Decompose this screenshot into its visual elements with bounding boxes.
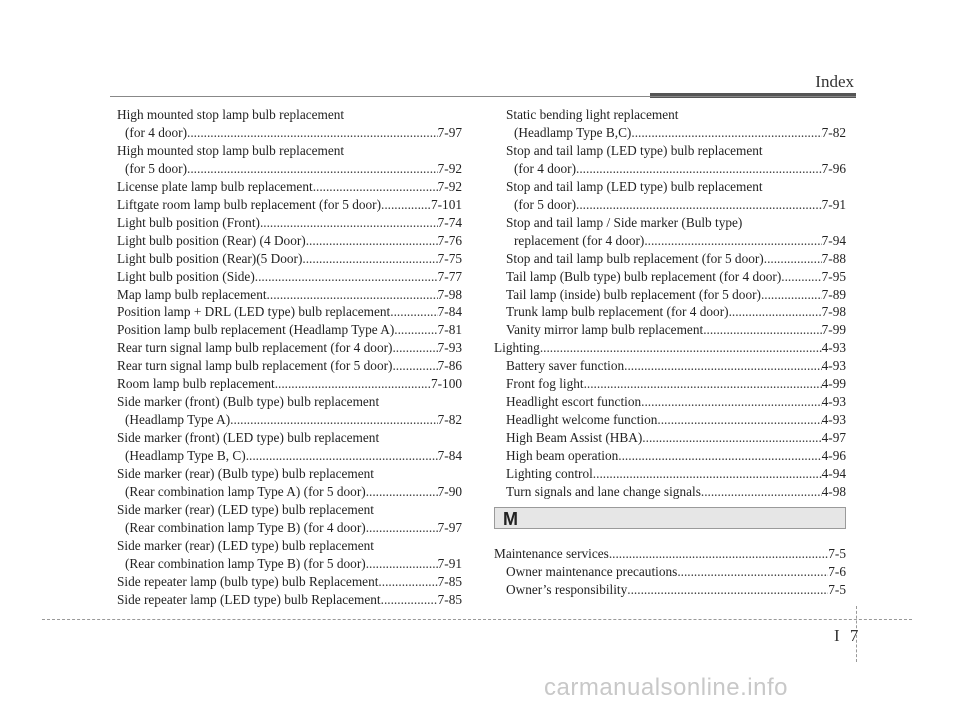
index-entry-text: Trunk lamp bulb replacement (for 4 door) bbox=[506, 304, 729, 320]
index-page-ref: 4-99 bbox=[821, 376, 846, 392]
index-entry bbox=[117, 339, 462, 357]
dot-leader bbox=[275, 375, 431, 393]
dot-leader bbox=[246, 447, 438, 465]
index-entry bbox=[117, 321, 462, 339]
index-page-ref: 7-88 bbox=[821, 250, 846, 266]
index-entry bbox=[117, 106, 462, 142]
index-entry-text: Map lamp bulb replacement bbox=[117, 286, 267, 302]
index-entry-heading: High mounted stop lamp bulb replacement bbox=[117, 142, 345, 158]
index-page-ref: 7-75 bbox=[437, 250, 462, 266]
index-entry bbox=[494, 142, 846, 178]
index-entry-text: Side repeater lamp (LED type) bulb Replacement bbox=[117, 591, 381, 607]
index-entry bbox=[494, 339, 846, 357]
dot-leader bbox=[394, 321, 437, 339]
dot-leader bbox=[313, 178, 438, 196]
index-entry bbox=[117, 250, 462, 268]
header-title: Index bbox=[815, 72, 854, 91]
index-entry-line bbox=[506, 268, 846, 286]
index-page-ref: 7-86 bbox=[437, 358, 462, 374]
index-page-ref: 7-97 bbox=[437, 124, 462, 140]
index-page-ref: 7-81 bbox=[437, 322, 462, 338]
index-page-ref: 4-93 bbox=[821, 340, 846, 356]
index-entry-text: Position lamp bulb replacement (Headlamp Type A) bbox=[117, 322, 395, 338]
index-entry-heading: Stop and tail lamp (LED type) bulb replacement bbox=[506, 178, 763, 194]
index-entry-line bbox=[506, 581, 846, 599]
dot-leader bbox=[644, 232, 821, 250]
index-entry-text: Headlight escort function bbox=[506, 394, 642, 410]
index-entry-text: Position lamp + DRL (LED type) bulb replacement bbox=[117, 304, 391, 320]
index-entry-line bbox=[117, 268, 462, 286]
index-page-ref: 7-101 bbox=[430, 196, 462, 212]
index-entry bbox=[494, 286, 846, 304]
index-entry bbox=[117, 268, 462, 286]
index-entry-text: (Rear combination lamp Type B) (for 5 door) bbox=[125, 555, 366, 571]
index-entry bbox=[494, 393, 846, 411]
index-entry-line bbox=[117, 555, 462, 573]
index-page-ref: 7-76 bbox=[437, 232, 462, 248]
index-entry-line bbox=[506, 393, 846, 411]
index-page-ref: 7-92 bbox=[437, 160, 462, 176]
index-entry bbox=[117, 465, 462, 501]
index-entry-line bbox=[117, 124, 462, 142]
index-entry-line bbox=[117, 339, 462, 357]
dot-leader bbox=[390, 303, 437, 321]
index-entry-text: Light bulb position (Rear) (4 Door) bbox=[117, 232, 306, 248]
dot-leader bbox=[392, 339, 437, 357]
index-entry bbox=[117, 357, 462, 375]
index-page-ref: 7-84 bbox=[437, 304, 462, 320]
index-entry-line bbox=[506, 563, 846, 581]
index-entry-line bbox=[506, 321, 846, 339]
index-page-ref: 4-96 bbox=[821, 448, 846, 464]
index-page-ref: 7-98 bbox=[821, 304, 846, 320]
dot-leader bbox=[729, 303, 822, 321]
index-entry-heading: High mounted stop lamp bulb replacement bbox=[117, 107, 345, 122]
index-entry bbox=[117, 142, 462, 178]
index-page-ref: 7-84 bbox=[437, 448, 462, 464]
index-entry-line bbox=[117, 196, 462, 214]
index-page-ref: 7-91 bbox=[437, 555, 462, 571]
index-entry-line bbox=[117, 411, 462, 429]
index-entry bbox=[494, 250, 846, 268]
index-page-ref: 4-93 bbox=[821, 394, 846, 410]
index-entry-line bbox=[506, 465, 846, 483]
index-entry-text: (for 5 door) bbox=[125, 160, 188, 176]
index-entry-line bbox=[117, 321, 462, 339]
index-entry-heading: Stop and tail lamp (LED type) bulb replacement bbox=[506, 142, 763, 158]
index-entry-text: Battery saver function bbox=[506, 358, 625, 374]
index-entry-line bbox=[117, 447, 462, 465]
index-entry-line bbox=[506, 357, 846, 375]
index-entry-text: Side repeater lamp (bulb type) bulb Replacement bbox=[117, 573, 379, 589]
index-entry-text: Lighting control bbox=[506, 466, 593, 482]
index-entry-line bbox=[117, 178, 462, 196]
index-entry bbox=[494, 268, 846, 286]
index-entry-text: Light bulb position (Side) bbox=[117, 268, 255, 284]
page-number bbox=[834, 626, 858, 646]
index-entry-line bbox=[117, 250, 462, 268]
index-entry-text: High beam operation bbox=[506, 448, 619, 464]
dot-leader bbox=[576, 196, 822, 214]
index-entry bbox=[494, 447, 846, 465]
index-entry-line bbox=[506, 303, 846, 321]
page-section: I bbox=[834, 626, 840, 645]
index-entry-text: Turn signals and lane change signals bbox=[506, 484, 701, 500]
index-entry-text: (for 5 door) bbox=[514, 196, 577, 212]
index-entry-text: (Rear combination lamp Type B) (for 4 door) bbox=[125, 519, 366, 535]
index-page-ref: 4-94 bbox=[821, 466, 846, 482]
index-entry bbox=[494, 303, 846, 321]
index-entry-line bbox=[506, 232, 846, 250]
watermark-text: carmanualsonline.info bbox=[544, 674, 788, 701]
index-entry-heading: Static bending light replacement bbox=[506, 107, 679, 122]
index-entry-text: Tail lamp (Bulb type) bulb replacement (for 4 door) bbox=[506, 268, 782, 284]
dot-leader bbox=[624, 357, 821, 375]
index-page-ref: 7-74 bbox=[437, 214, 462, 230]
index-entry bbox=[494, 375, 846, 393]
index-page-ref: 7-85 bbox=[437, 573, 462, 589]
index-entry-line bbox=[506, 196, 846, 214]
index-entry-line bbox=[506, 429, 846, 447]
index-entry-line bbox=[506, 411, 846, 429]
index-entry-text: replacement (for 4 door) bbox=[514, 232, 645, 248]
index-page-ref: 7-89 bbox=[821, 286, 846, 302]
dot-leader bbox=[657, 411, 821, 429]
index-page-ref: 7-94 bbox=[821, 232, 846, 248]
dot-leader bbox=[366, 519, 438, 537]
index-page-ref: 7-93 bbox=[437, 340, 462, 356]
index-entry-text: (Headlamp Type B,C) bbox=[514, 124, 632, 140]
dot-leader bbox=[627, 581, 828, 599]
index-entry bbox=[117, 393, 462, 429]
index-page-ref: 7-91 bbox=[821, 196, 846, 212]
index-entry bbox=[117, 501, 462, 537]
index-page-ref: 7-5 bbox=[828, 581, 846, 597]
index-entry bbox=[117, 286, 462, 304]
index-entry-line bbox=[117, 303, 462, 321]
dot-leader bbox=[609, 545, 828, 563]
index-entry-line bbox=[117, 232, 462, 250]
index-entry-heading: Stop and tail lamp / Side marker (Bulb type) bbox=[506, 214, 743, 230]
dot-leader bbox=[302, 250, 437, 268]
index-entry-text: (for 4 door) bbox=[514, 160, 577, 176]
page-num: 7 bbox=[849, 626, 859, 645]
index-entry-line bbox=[506, 483, 846, 501]
index-entry bbox=[494, 321, 846, 339]
dot-leader bbox=[306, 232, 438, 250]
index-entry-line bbox=[117, 214, 462, 232]
index-entry bbox=[117, 214, 462, 232]
index-entry-line bbox=[506, 124, 846, 142]
dot-leader bbox=[392, 357, 437, 375]
dot-leader bbox=[764, 250, 822, 268]
index-entry-text: (Headlamp Type A) bbox=[125, 412, 231, 428]
index-page-ref: 7-77 bbox=[437, 268, 462, 284]
index-entry bbox=[117, 178, 462, 196]
index-entry-line bbox=[494, 339, 846, 357]
index-entry-heading: Side marker (rear) (LED type) bulb replacement bbox=[117, 501, 374, 517]
dot-leader bbox=[381, 196, 431, 214]
index-entry-text: Liftgate room lamp bulb replacement (for 5 door) bbox=[117, 196, 381, 212]
dot-leader bbox=[366, 483, 438, 501]
index-entry bbox=[117, 375, 462, 393]
index-page-ref: 4-93 bbox=[821, 358, 846, 374]
index-entry bbox=[117, 573, 462, 591]
index-entry bbox=[117, 196, 462, 214]
index-page-ref: 7-6 bbox=[828, 563, 846, 579]
index-entry-heading: Side marker (rear) (LED type) bulb replacement bbox=[117, 537, 374, 553]
index-page-ref: 7-82 bbox=[821, 124, 846, 140]
index-page-ref: 7-97 bbox=[437, 519, 462, 535]
index-entry-line bbox=[506, 375, 846, 393]
index-page-ref: 7-85 bbox=[437, 591, 462, 607]
dot-leader bbox=[267, 286, 438, 304]
dot-leader bbox=[187, 160, 438, 178]
index-entry bbox=[494, 545, 846, 563]
index-entry-line bbox=[506, 447, 846, 465]
index-entry-text: License plate lamp bulb replacement bbox=[117, 178, 313, 194]
index-entry bbox=[494, 357, 846, 375]
dot-leader bbox=[618, 447, 821, 465]
dot-leader bbox=[260, 214, 438, 232]
index-entry-text: Light bulb position (Rear)(5 Door) bbox=[117, 250, 303, 266]
index-entry-text: Owner’s responsibility bbox=[506, 581, 628, 597]
index-entry-line bbox=[117, 160, 462, 178]
index-page-ref: 7-98 bbox=[437, 286, 462, 302]
index-entry bbox=[117, 591, 462, 609]
index-entry-line bbox=[117, 286, 462, 304]
index-page-ref: 7-90 bbox=[437, 484, 462, 500]
dot-leader bbox=[540, 339, 822, 357]
dot-leader bbox=[677, 563, 828, 581]
index-entry-text: (Headlamp Type B, C) bbox=[125, 448, 246, 464]
dot-leader bbox=[576, 160, 822, 178]
index-page-ref: 7-99 bbox=[821, 322, 846, 338]
index-page-ref: 7-96 bbox=[821, 160, 846, 176]
index-column-right-m bbox=[494, 545, 846, 599]
index-entry-text: Maintenance services bbox=[494, 546, 609, 561]
dot-leader bbox=[641, 393, 821, 411]
dot-leader bbox=[701, 483, 822, 501]
index-entry-text: (for 4 door) bbox=[125, 124, 188, 140]
index-entry bbox=[494, 178, 846, 214]
index-entry-heading: Side marker (front) (LED type) bulb replacement bbox=[117, 430, 380, 446]
dot-leader bbox=[381, 591, 438, 609]
dot-leader bbox=[255, 268, 438, 286]
dot-leader bbox=[593, 465, 822, 483]
index-column-left bbox=[117, 106, 462, 609]
index-page-ref: 4-97 bbox=[821, 430, 846, 446]
index-entry-line bbox=[117, 519, 462, 537]
section-letter-box bbox=[494, 507, 846, 529]
index-entry bbox=[117, 429, 462, 465]
index-entry-text: Stop and tail lamp bulb replacement (for 5 door) bbox=[506, 250, 764, 266]
index-entry-text: Headlight welcome function bbox=[506, 412, 658, 428]
dot-leader bbox=[703, 321, 821, 339]
index-entry-line bbox=[506, 160, 846, 178]
index-entry-line bbox=[494, 545, 846, 563]
index-page-ref: 7-82 bbox=[437, 412, 462, 428]
index-entry-line bbox=[117, 375, 462, 393]
index-page-ref: 7-92 bbox=[437, 178, 462, 194]
index-entry bbox=[494, 483, 846, 501]
index-entry-line bbox=[117, 357, 462, 375]
index-entry-line bbox=[506, 250, 846, 268]
dot-leader bbox=[378, 573, 437, 591]
index-entry-text: Owner maintenance precautions bbox=[506, 563, 678, 579]
index-page-ref: 7-95 bbox=[821, 268, 846, 284]
index-entry bbox=[494, 106, 846, 142]
section-letter: M bbox=[503, 509, 518, 529]
index-page-ref: 7-100 bbox=[430, 376, 462, 392]
index-entry-line bbox=[117, 591, 462, 609]
index-entry-text: High Beam Assist (HBA) bbox=[506, 430, 643, 446]
index-entry-text: Room lamp bulb replacement bbox=[117, 376, 275, 392]
index-entry bbox=[117, 537, 462, 573]
index-entry-line bbox=[506, 286, 846, 304]
index-entry bbox=[494, 563, 846, 581]
dot-leader bbox=[366, 555, 438, 573]
dot-leader bbox=[631, 124, 821, 142]
dot-leader bbox=[187, 124, 438, 142]
index-entry-text: Front fog light bbox=[506, 376, 584, 392]
index-page-ref: 7-5 bbox=[828, 546, 846, 561]
dot-leader bbox=[761, 286, 822, 304]
index-entry-heading: Side marker (front) (Bulb type) bulb replacement bbox=[117, 394, 380, 410]
index-entry-text: (Rear combination lamp Type A) (for 5 door) bbox=[125, 484, 366, 500]
dot-leader bbox=[230, 411, 437, 429]
index-entry bbox=[117, 303, 462, 321]
index-column-right-l bbox=[494, 106, 846, 501]
dot-leader bbox=[781, 268, 821, 286]
index-entry bbox=[494, 214, 846, 250]
index-entry-text: Rear turn signal lamp bulb replacement (for 5 door) bbox=[117, 358, 393, 374]
index-entry-heading: Side marker (rear) (Bulb type) bulb replacement bbox=[117, 466, 374, 482]
footer-rule bbox=[42, 619, 912, 620]
index-entry-text: Light bulb position (Front) bbox=[117, 214, 260, 230]
index-entry bbox=[494, 581, 846, 599]
index-entry bbox=[494, 465, 846, 483]
index-entry-text: Lighting bbox=[494, 340, 540, 356]
index-entry bbox=[117, 232, 462, 250]
index-entry bbox=[494, 411, 846, 429]
index-entry-text: Vanity mirror lamp bulb replacement bbox=[506, 322, 704, 338]
dot-leader bbox=[642, 429, 821, 447]
index-entry-text: Rear turn signal lamp bulb replacement (for 4 door) bbox=[117, 340, 393, 356]
index-entry bbox=[494, 429, 846, 447]
index-page-ref: 4-98 bbox=[821, 484, 846, 500]
dot-leader bbox=[584, 375, 822, 393]
header-thin-rule bbox=[110, 96, 856, 97]
index-entry-line bbox=[117, 573, 462, 591]
index-entry-text: Tail lamp (inside) bulb replacement (for 5 door) bbox=[506, 286, 761, 302]
index-entry-line bbox=[117, 483, 462, 501]
index-page-ref: 4-93 bbox=[821, 412, 846, 428]
